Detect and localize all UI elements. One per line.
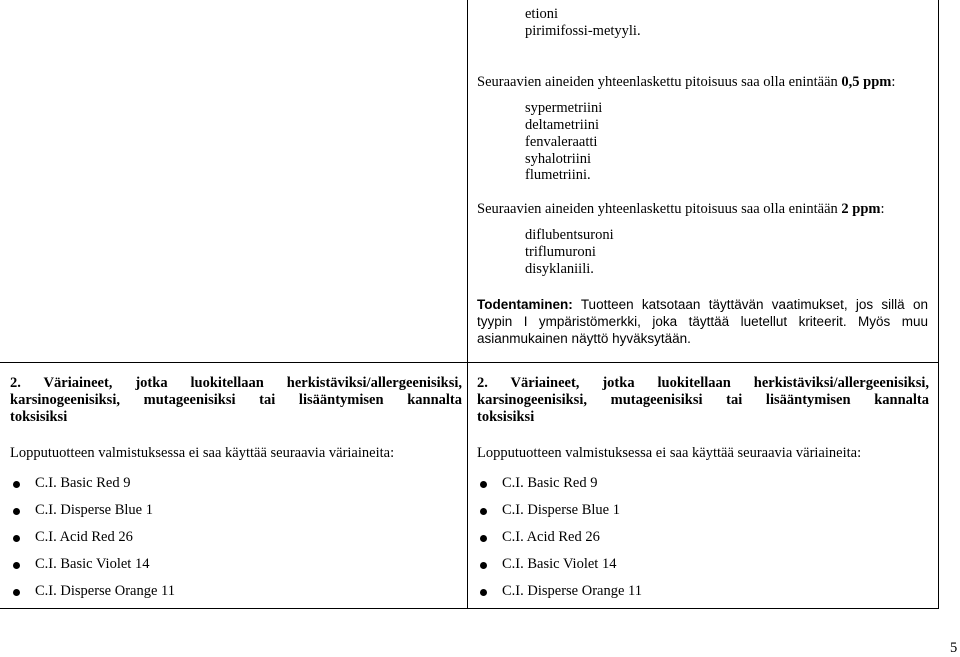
dye-name: C.I. Acid Red 26 — [35, 529, 133, 545]
list-item: sypermetriini — [525, 100, 603, 116]
intro-text: Lopputuotteen valmistuksessa ei saa käyttää seuraavia väriaineita: — [477, 445, 862, 461]
bullet-icon — [480, 562, 487, 569]
bullet-icon — [13, 535, 20, 542]
verification-line: tyypin I ympäristömerkki, joka täyttää luetellut kriteerit. Myös muu — [477, 314, 928, 329]
bullet-icon — [480, 535, 487, 542]
table-bottom-border — [0, 608, 939, 609]
verification-line: asianmukainen näyttö hyväksytään. — [477, 331, 691, 346]
bullet-icon — [13, 589, 20, 596]
verification-label: Todentaminen: — [477, 297, 573, 312]
heading-line: toksisiksi — [477, 409, 535, 425]
limit-text: Seuraavien aineiden yhteenlaskettu pitoisuus saa olla enintään — [477, 201, 842, 217]
list-item: deltametriini — [525, 117, 600, 133]
dye-name: C.I. Disperse Blue 1 — [502, 502, 620, 518]
heading-line: toksisiksi — [10, 409, 68, 425]
limit-text: Seuraavien aineiden yhteenlaskettu pitoisuus saa olla enintään — [477, 74, 842, 90]
heading-line: 2. Väriaineet, jotka luokitellaan herkistäviksi/allergeenisiksi, — [10, 375, 462, 391]
heading-line: karsinogeenisiksi, mutageenisiksi tai lisääntymisen kannalta — [10, 392, 462, 408]
top-cell-left-border — [467, 0, 468, 362]
list-item: disyklaniili. — [525, 261, 594, 277]
dye-name: C.I. Disperse Orange 11 — [502, 583, 642, 599]
limit-value: 2 ppm — [841, 201, 881, 217]
column-divider — [467, 362, 468, 609]
list-item: fenvaleraatti — [525, 134, 598, 150]
dye-name: C.I. Basic Violet 14 — [35, 556, 150, 572]
list-item: diflubentsuroni — [525, 227, 614, 243]
list-item: pirimifossi-metyyli. — [525, 23, 641, 39]
limit-paragraph-2 — [477, 201, 885, 218]
row-divider — [0, 362, 939, 363]
dye-name: C.I. Basic Red 9 — [502, 475, 598, 491]
dye-name: C.I. Disperse Orange 11 — [35, 583, 175, 599]
limit-paragraph-1 — [477, 74, 895, 91]
dye-name: C.I. Basic Red 9 — [35, 475, 131, 491]
heading-line: karsinogeenisiksi, mutageenisiksi tai lisääntymisen kannalta — [477, 392, 929, 408]
list-item: etioni — [525, 6, 559, 22]
list-item: flumetriini. — [525, 167, 591, 183]
bullet-icon — [13, 562, 20, 569]
page-number: 5 — [950, 640, 958, 656]
section-heading — [10, 375, 462, 426]
dye-name: C.I. Acid Red 26 — [502, 529, 600, 545]
bullet-icon — [13, 508, 20, 515]
heading-line: 2. Väriaineet, jotka luokitellaan herkistäviksi/allergeenisiksi, — [477, 375, 929, 391]
bullet-icon — [480, 481, 487, 488]
limit-suffix: : — [880, 201, 885, 217]
bullet-icon — [13, 481, 20, 488]
list-item: triflumuroni — [525, 244, 596, 260]
intro-text: Lopputuotteen valmistuksessa ei saa käyttää seuraavia väriaineita: — [10, 445, 395, 461]
bullet-icon — [480, 508, 487, 515]
bullet-icon — [480, 589, 487, 596]
limit-value: 0,5 ppm — [841, 74, 892, 90]
dye-name: C.I. Disperse Blue 1 — [35, 502, 153, 518]
verification-line — [477, 296, 928, 313]
limit-suffix: : — [891, 74, 896, 90]
verification-text: Tuotteen katsotaan täyttävän vaatimukset, jos sillä on — [580, 297, 928, 312]
top-cell-right-border — [938, 0, 939, 609]
dye-name: C.I. Basic Violet 14 — [502, 556, 617, 572]
verification-paragraph — [477, 296, 928, 347]
section-heading — [477, 375, 929, 426]
list-item: syhalotriini — [525, 151, 592, 167]
